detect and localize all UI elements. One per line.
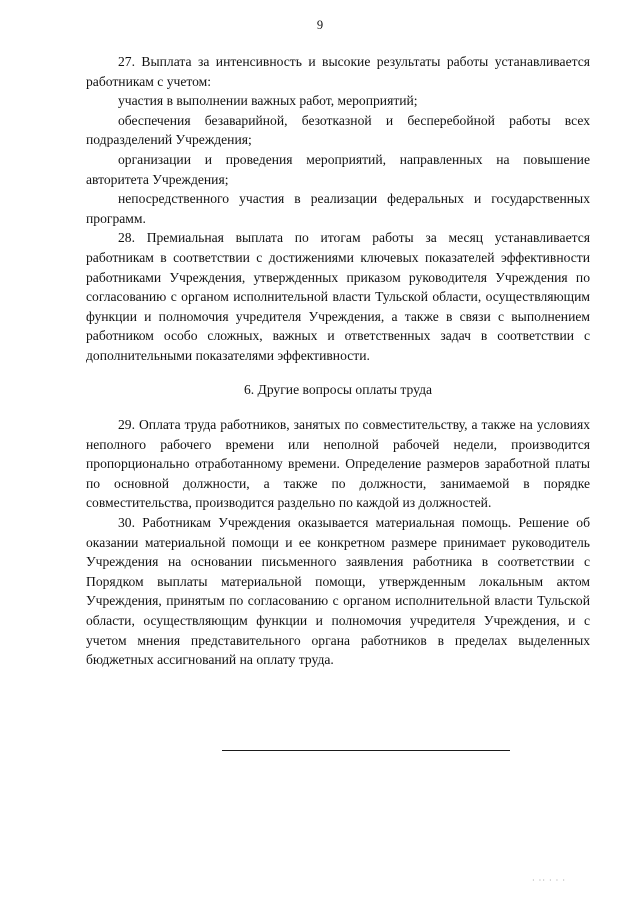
paragraph-27-item-2: обеспечения безаварийной, безотказной и бесперебойной работы всех подразделений Учреждения; bbox=[86, 112, 590, 148]
paragraph-30: 30. Работникам Учреждения оказывается материальная помощь. Решение об оказании материальной помощи и ее конкретном размере принимает руководитель Учреждения на основании письменного заявления работника в соответствии с Порядком выплаты материальной помощи, утвержденным локальным актом Учреждения, принятым по согласованию с органом исполнительной власти Тульской области, осуществляющим функции и полномочия учредителя Учреждения, и с учетом мнения представительного органа работников в пределах выделенных бюджетных ассигнований на оплату труда. bbox=[86, 515, 590, 668]
paragraph-27-item-3: организации и проведения мероприятий, направленных на повышение авторитета Учреждения; bbox=[86, 151, 590, 187]
end-of-document-rule bbox=[222, 750, 510, 751]
paragraph-27-item-1: участия в выполнении важных работ, мероприятий; bbox=[118, 93, 418, 109]
paragraph-28: 28. Премиальная выплата по итогам работы за месяц устанавливается работникам в соответствии с достижениями ключевых показателей эффективности работниками Учреждения, утвержденных приказом руководителя Учреждения по согласованию с органом исполнительной власти Тульской области, осуществляющим функции и полномочия учредителя Учреждения, а также в связи с выполнением работником особо сложных, важных и ответственных задач в соответствии с дополнительными показателями эффективности. bbox=[86, 230, 590, 363]
page-number: 9 bbox=[316, 18, 324, 32]
paragraph-29: 29. Оплата труда работников, занятых по совместительству, а также на условиях неполного рабочего времени или неполной рабочей недели, производится пропорционально отработанному времени. Определение размеров заработной платы по основной должности, а также по должности, занимаемой в порядке совместительства, производится раздельно по каждой из должностей. bbox=[86, 417, 590, 511]
document-body bbox=[86, 52, 590, 670]
scan-artifact-marks: · ·· · · · bbox=[532, 876, 566, 885]
paragraph-27-intro: 27. Выплата за интенсивность и высокие результаты работы устанавливается работникам с учетом: bbox=[86, 54, 590, 89]
paragraph-27-item-4: непосредственного участия в реализации федеральных и государственных программ. bbox=[86, 191, 590, 226]
section-6-heading: 6. Другие вопросы оплаты труда bbox=[243, 381, 433, 397]
